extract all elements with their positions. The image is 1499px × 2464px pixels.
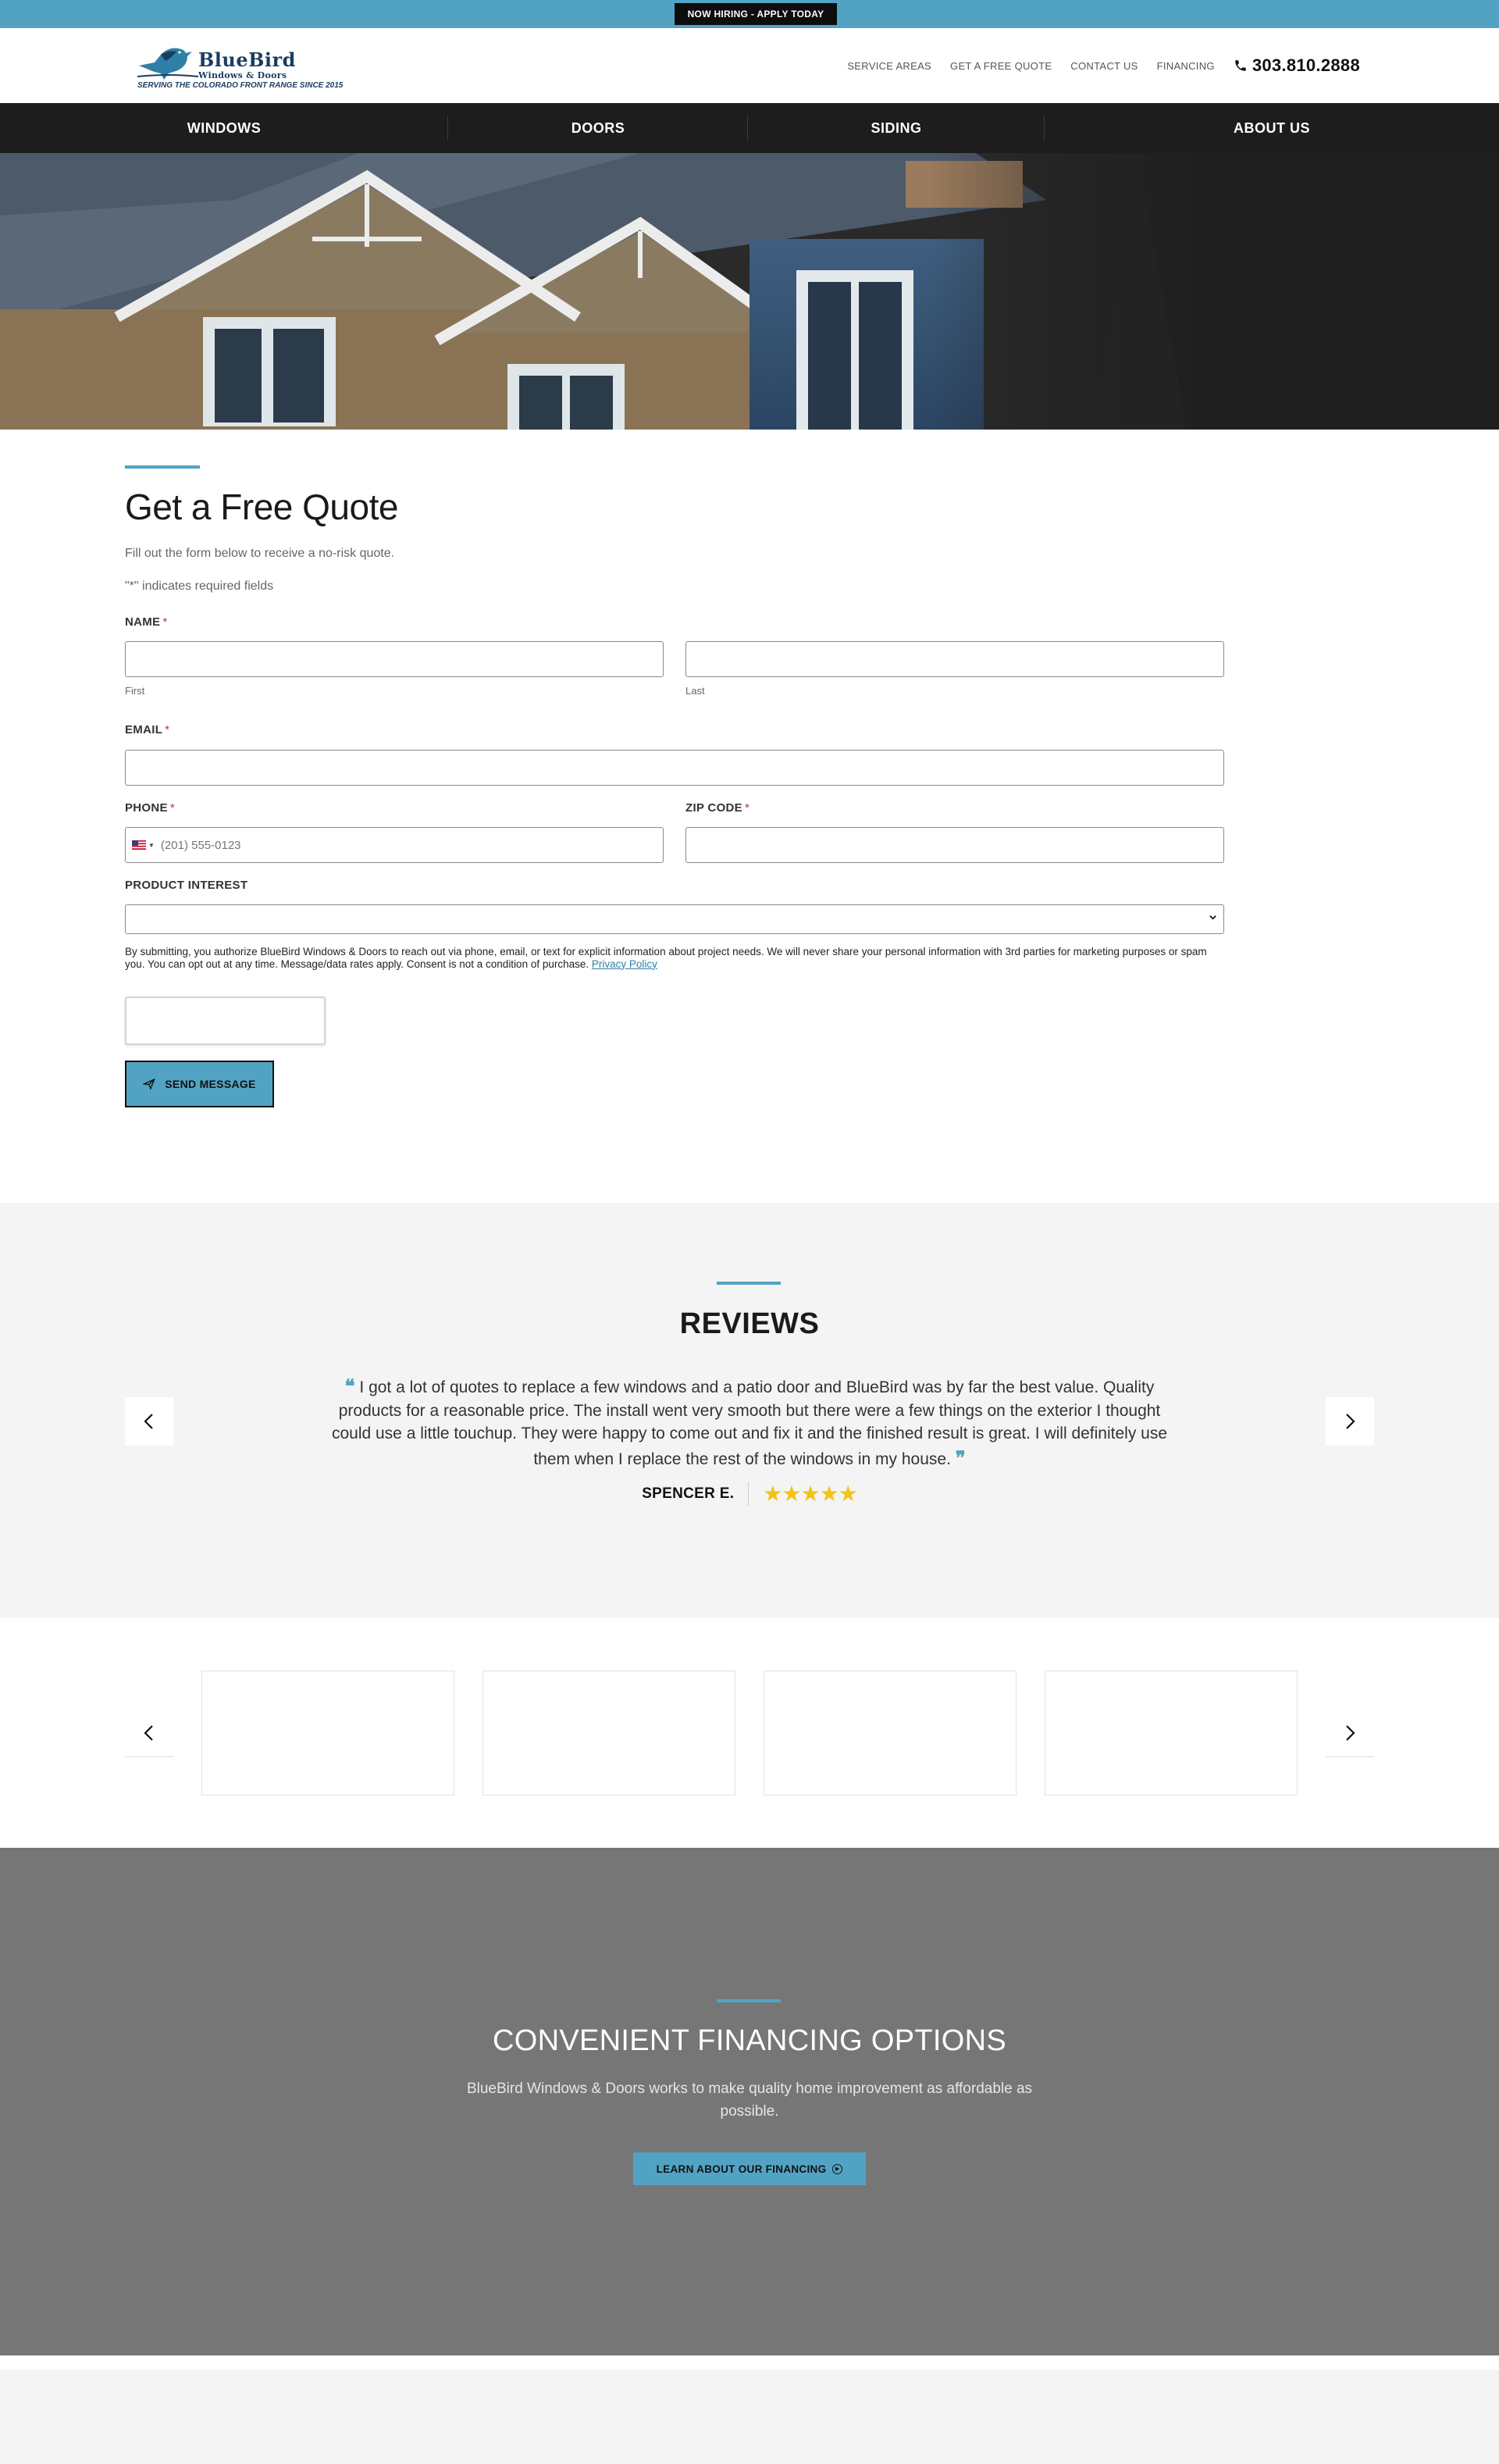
review-author: SPENCER E.	[642, 1485, 735, 1502]
review-quote	[320, 1373, 1179, 1471]
required-fields-note: "*" indicates required fields	[125, 579, 274, 593]
reviews-prev-button[interactable]	[125, 1397, 173, 1446]
first-name-input[interactable]	[125, 641, 664, 677]
partner-card[interactable]	[764, 1671, 1017, 1795]
top-bar	[0, 0, 1499, 28]
financing-text: BlueBird Windows & Doors works to make quality home improvement as affordable as possible.	[466, 2081, 1033, 2120]
chevron-right-icon	[1343, 1413, 1357, 1430]
logo-brand: BlueBird	[198, 48, 296, 71]
chevron-left-icon	[142, 1413, 156, 1430]
star-rating-icon: ★★★★★	[763, 1482, 857, 1506]
chevron-left-icon	[142, 1724, 156, 1742]
quote-title: Get a Free Quote	[125, 487, 398, 527]
first-name-sublabel: First	[125, 685, 145, 697]
partner-card[interactable]	[201, 1671, 454, 1795]
product-interest-label: PRODUCT INTEREST	[125, 879, 248, 892]
last-name-input[interactable]	[685, 641, 1224, 677]
product-interest-select[interactable]	[125, 904, 1224, 934]
phone-number: 303.810.2888	[1252, 55, 1360, 75]
nav-service-areas[interactable]: SERVICE AREAS	[847, 59, 932, 72]
name-label: NAME *	[125, 615, 168, 629]
main-nav-doors[interactable]: DOORS	[448, 103, 748, 153]
phone-link[interactable]	[1234, 55, 1360, 76]
reviews-next-button[interactable]	[1326, 1397, 1374, 1446]
nav-free-quote[interactable]: GET A FREE QUOTE	[950, 59, 1052, 72]
logo-subtitle: Windows & Doors	[198, 70, 287, 80]
section-accent-line	[717, 1282, 781, 1285]
review-author-row	[0, 1481, 1499, 1507]
send-icon	[143, 1078, 155, 1090]
partners-next-button[interactable]	[1326, 1709, 1374, 1757]
partners-carousel	[0, 1618, 1499, 1848]
partner-card[interactable]	[1045, 1671, 1298, 1795]
now-hiring-link[interactable]: NOW HIRING - APPLY TODAY	[675, 3, 837, 25]
main-nav-windows[interactable]: WINDOWS	[0, 103, 448, 153]
email-label: EMAIL *	[125, 723, 170, 736]
phone-field	[125, 827, 664, 863]
reviews-title: REVIEWS	[679, 1307, 820, 1340]
main-nav	[0, 103, 1499, 153]
us-flag-icon[interactable]	[132, 840, 146, 850]
consent-text: By submitting, you authorize BlueBird Windows & Doors to reach out via phone, email, or text for explicit information about project needs. We will never share your personal information with 3rd parties for marketing purposes or spam you. You can opt out at any time. Message/data rates apply. Consent is not a condition of purchase. Privacy Policy	[125, 946, 1207, 970]
review-body: I got a lot of quotes to replace a few windows and a patio door and BlueBird was by far the best value. Quality products for a reasonable price. The install went very smooth but there were a few things on the exterior I thought could use a little touchup. They were happy to come out and fix it and the finished result is great. I will definitely use them when I replace the rest of the windows in my house.	[331, 1378, 1168, 1469]
partners-prev-button[interactable]	[125, 1709, 173, 1757]
nav-contact-us[interactable]: CONTACT US	[1070, 59, 1138, 72]
privacy-policy-link[interactable]: Privacy Policy	[591, 957, 657, 970]
hero-image	[0, 153, 1499, 430]
divider	[748, 1482, 749, 1506]
section-accent-line	[125, 465, 200, 469]
partner-card[interactable]	[482, 1671, 735, 1795]
bluebird-logo-icon	[137, 42, 200, 81]
brand-logo[interactable]	[137, 42, 364, 92]
quote-close-icon: ❞	[955, 1446, 966, 1470]
send-message-label: SEND MESSAGE	[165, 1078, 256, 1090]
chevron-right-icon	[1343, 1724, 1357, 1742]
financing-section	[0, 1848, 1499, 2355]
main-nav-about-us[interactable]: ABOUT US	[1234, 119, 1310, 136]
nav-financing[interactable]: FINANCING	[1156, 59, 1215, 72]
section-accent-line	[717, 1999, 781, 2002]
site-header	[0, 28, 1499, 103]
phone-label: PHONE *	[125, 801, 175, 815]
financing-title: CONVENIENT FINANCING OPTIONS	[493, 2024, 1006, 2057]
reviews-section	[0, 1203, 1499, 1618]
learn-financing-label: LEARN ABOUT OUR FINANCING	[656, 2163, 827, 2175]
email-input[interactable]	[125, 750, 1224, 786]
logo-tagline: SERVING THE COLORADO FRONT RANGE SINCE 2015	[137, 81, 344, 90]
quote-open-icon: ❝	[344, 1375, 355, 1397]
header-nav	[847, 28, 1360, 103]
main-nav-siding[interactable]: SIDING	[748, 103, 1045, 153]
captcha-widget[interactable]	[125, 997, 326, 1045]
chevron-down-icon	[1209, 913, 1217, 924]
phone-input[interactable]	[161, 839, 598, 852]
country-caret-icon[interactable]: ▼	[148, 841, 155, 849]
quote-form-section	[0, 430, 1499, 1203]
arrow-circle-icon: ▶	[832, 2164, 842, 2174]
send-message-button[interactable]	[125, 1061, 274, 1107]
learn-financing-button[interactable]	[633, 2152, 866, 2185]
last-name-sublabel: Last	[685, 685, 705, 697]
phone-icon	[1234, 59, 1248, 73]
zip-label: ZIP CODE *	[685, 801, 750, 815]
zip-code-input[interactable]	[685, 827, 1224, 863]
footer-band	[0, 2355, 1499, 2464]
house-illustration	[0, 153, 1499, 430]
quote-intro: Fill out the form below to receive a no-risk quote.	[125, 547, 395, 560]
